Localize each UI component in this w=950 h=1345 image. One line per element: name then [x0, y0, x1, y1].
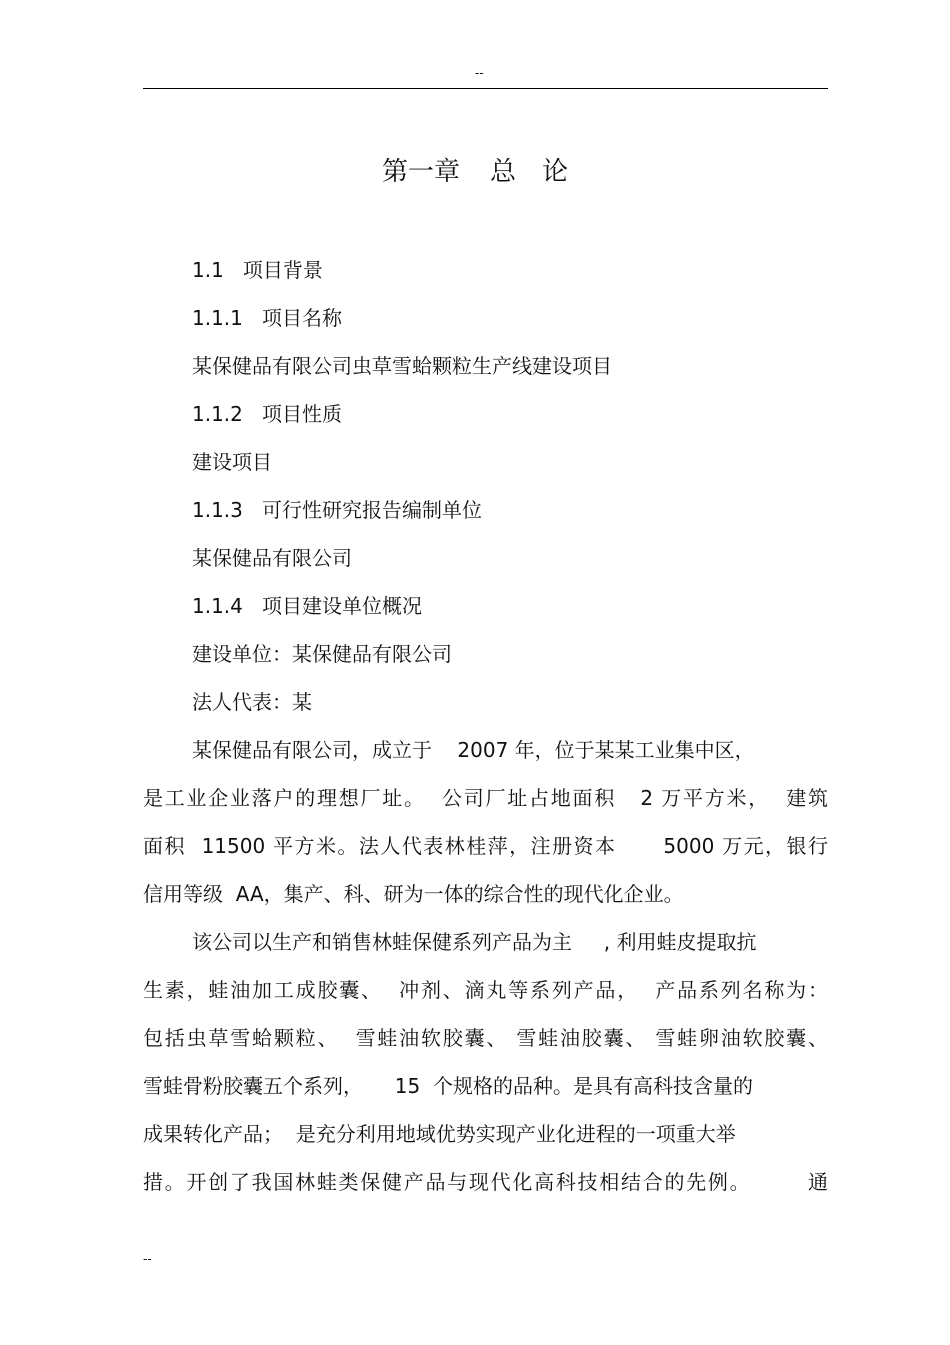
section-heading-1-1: 1.1 项目背景	[192, 258, 323, 282]
construction-unit-text: 建设单位：某保健品有限公司	[192, 642, 452, 666]
paragraph-line: 某保健品有限公司，成立于 2007 年，位于某某工业集中区，	[192, 738, 755, 762]
subsection-heading-1-1-1: 1.1.1 项目名称	[192, 306, 342, 330]
legal-rep-text: 法人代表：某	[192, 690, 312, 714]
header-rule	[143, 88, 828, 89]
paragraph-line: 成果转化产品； 是充分利用地域优势实现产业化进程的一项重大举	[143, 1122, 736, 1146]
chapter-number: 第一章	[381, 157, 460, 187]
report-unit-text: 某保健品有限公司	[192, 546, 352, 570]
chapter-name: 总 论	[490, 157, 569, 187]
paragraph-line: 措。开创了我国林蛙类保健产品与现代化高科技相结合的先例。 通	[143, 1170, 828, 1194]
page-footer-mark: --	[143, 1252, 152, 1266]
chapter-title	[0, 150, 950, 194]
subsection-heading-1-1-2: 1.1.2 项目性质	[192, 402, 342, 426]
project-nature-text: 建设项目	[192, 450, 272, 474]
paragraph-line: 雪蛙骨粉胶囊五个系列， 15 个规格的品种。是具有高科技含量的	[143, 1074, 753, 1098]
paragraph-line: 该公司以生产和销售林蛙保健系列产品为主 , 利用蛙皮提取抗	[192, 930, 757, 954]
page-header-mark: --	[475, 66, 484, 80]
paragraph-line: 面积 11500 平方米。法人代表林桂萍，注册资本 5000 万元，银行	[143, 834, 828, 858]
paragraph-line: 是工业企业落户的理想厂址。 公司厂址占地面积 2 万平方米， 建筑	[143, 786, 828, 810]
paragraph-line: 生素，蛙油加工成胶囊、 冲剂、滴丸等系列产品， 产品系列名称为：	[143, 978, 828, 1002]
project-name-text: 某保健品有限公司虫草雪蛤颗粒生产线建设项目	[192, 354, 612, 378]
paragraph-line: 信用等级 AA，集产、科、研为一体的综合性的现代化企业。	[143, 882, 684, 906]
paragraph-line: 包括虫草雪蛤颗粒、 雪蛙油软胶囊、 雪蛙油胶囊、 雪蛙卵油软胶囊、	[143, 1026, 828, 1050]
subsection-heading-1-1-3: 1.1.3 可行性研究报告编制单位	[192, 498, 482, 522]
subsection-heading-1-1-4: 1.1.4 项目建设单位概况	[192, 594, 422, 618]
